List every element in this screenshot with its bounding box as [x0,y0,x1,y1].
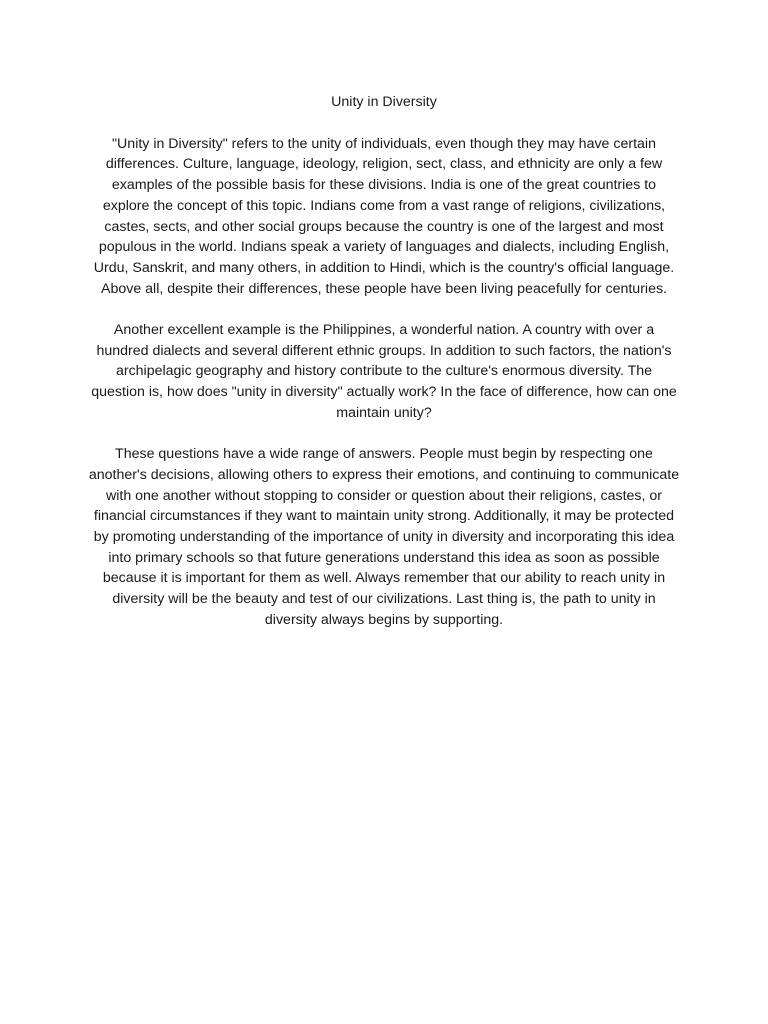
paragraph-1: "Unity in Diversity" refers to the unity of individuals, even though they may have certain differences. Culture, language, ideology, religion, sect, class, and ethnicity are only a few examples of the possible basis for these divisions. India is one of the great countries to explore the concept of this topic. Indians come from a vast range of religions, civilizations, castes, sects, and other social groups because the country is one of the largest and most populous in the world. Indians speak a variety of languages and dialects, including English, Urdu, Sanskrit, and many others, in addition to Hindi, which is the country's official language. Above all, despite their differences, these people have been living peacefully for centuries. [93,135,675,297]
document-title: Unity in Diversity [331,94,437,110]
paragraph-2: Another excellent example is the Philippines, a wonderful nation. A country with over a hundred dialects and several different ethnic groups. In addition to such factors, the nation's archipelagic geography and history contribute to the culture's enormous diversity. The question is, how does "unity in diversity" actually work? In the face of difference, how can one maintain unity? [91,322,677,421]
paragraph-3: These questions have a wide range of answers. People must begin by respecting one another's decisions, allowing others to express their emotions, and continuing to communicate with one another without stopping to consider or question about their religions, castes, or financial circumstances if they want to maintain unity strong. Additionally, it may be protected by promoting understanding of the importance of unity in diversity and incorporating this idea into primary schools so that future generations understand this idea as soon as possible because it is important for them as well. Always remember that our ability to reach unity in diversity will be the beauty and test of our civilizations. Last thing is, the path to unity in diversity always begins by supporting. [88,446,680,628]
document-body [88,92,680,651]
